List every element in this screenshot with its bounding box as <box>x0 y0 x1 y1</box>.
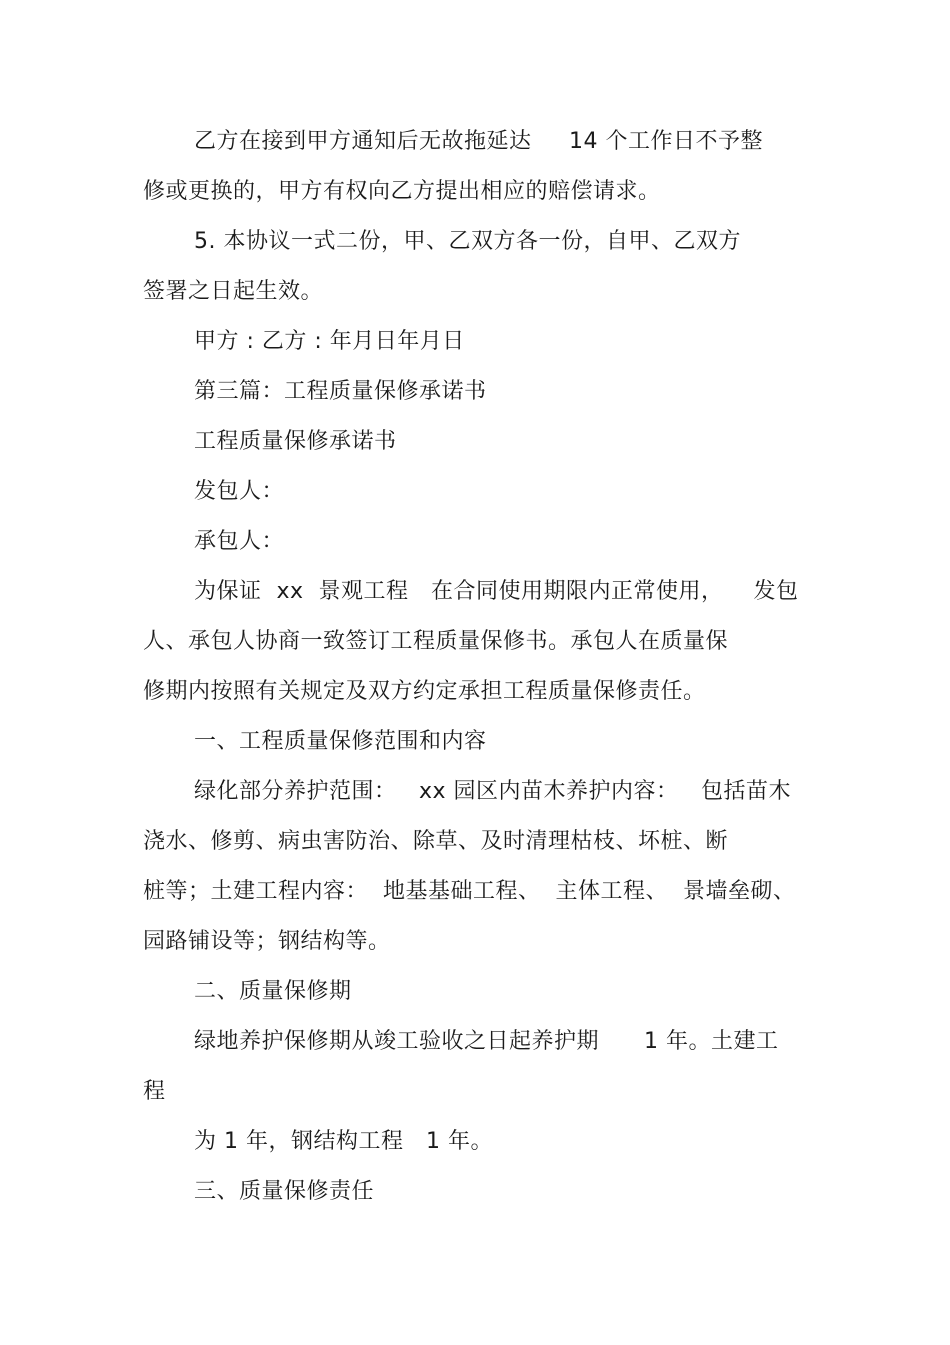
paragraph-line: 为 1 年，钢结构工程 1 年。 <box>194 1129 493 1154</box>
paragraph-line: 为保证 xx 景观工程 在合同使用期限内正常使用， 发包 <box>194 579 799 604</box>
document-title: 工程质量保修承诺书 <box>194 429 397 454</box>
paragraph-line: 浇水、修剪、病虫害防治、除草、及时清理枯枝、坏桩、断 <box>143 829 729 854</box>
paragraph-line: 绿地养护保修期从竣工验收之日起养护期 1 年。土建工 <box>194 1029 779 1054</box>
paragraph-line: 签署之日起生效。 <box>143 279 324 304</box>
section-heading: 一、工程质量保修范围和内容 <box>194 729 487 754</box>
employer-label: 发包人： <box>194 479 285 504</box>
paragraph-line: 桩等；土建工程内容： 地基基础工程、 主体工程、 景墙垒砌、 <box>143 879 796 904</box>
section-heading: 三、质量保修责任 <box>194 1179 375 1204</box>
contractor-label: 承包人： <box>194 529 285 554</box>
paragraph-line: 程 <box>143 1079 166 1104</box>
paragraph-line: 修期内按照有关规定及双方约定承担工程质量保修责任。 <box>143 679 706 704</box>
paragraph-line: 园路铺设等；钢结构等。 <box>143 929 391 954</box>
signature-line: 甲方 : 乙方 : 年月日年月日 <box>194 329 465 354</box>
paragraph-line: 修或更换的，甲方有权向乙方提出相应的赔偿请求。 <box>143 179 661 204</box>
section-heading: 第三篇：工程质量保修承诺书 <box>194 379 487 404</box>
paragraph-line: 5. 本协议一式二份，甲、乙双方各一份，自甲、乙双方 <box>194 229 741 254</box>
section-heading: 二、质量保修期 <box>194 979 352 1004</box>
paragraph-line: 乙方在接到甲方通知后无故拖延达 14 个工作日不予整 <box>194 129 763 154</box>
paragraph-line: 绿化部分养护范围： xx 园区内苗木养护内容： 包括苗木 <box>194 779 791 804</box>
paragraph-line: 人、承包人协商一致签订工程质量保修书。承包人在质量保 <box>143 629 729 654</box>
